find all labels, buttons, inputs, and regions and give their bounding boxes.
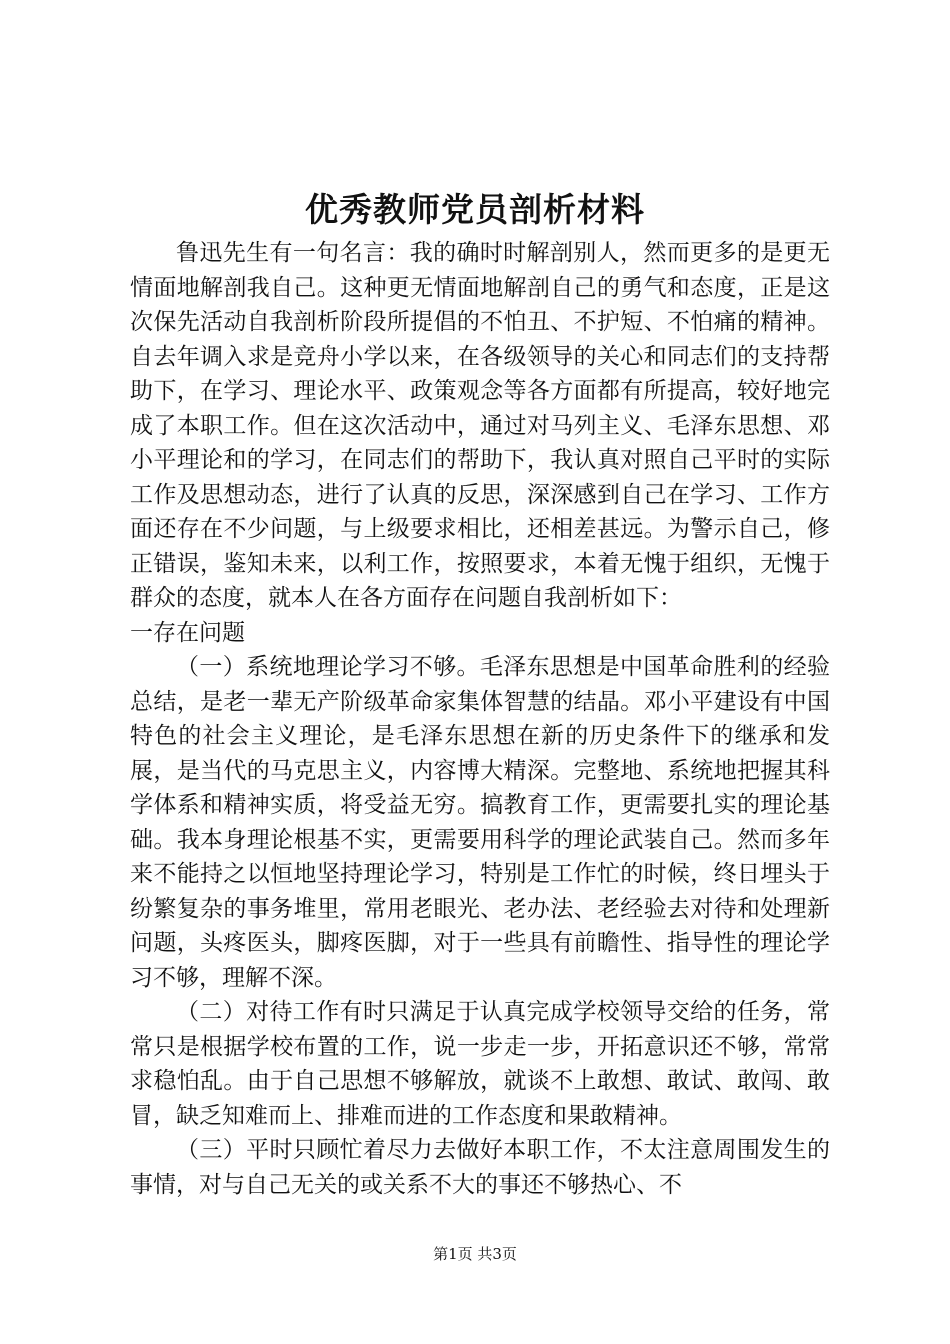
problem-paragraph-3: （三）平时只顾忙着尽力去做好本职工作，不太注意周围发生的事情，对与自己无关的或关系不大的事还不够热心、不 xyxy=(130,1137,830,1198)
problem-paragraph-1: （一）系统地理论学习不够。毛泽东思想是中国革命胜利的经验总结，是老一辈无产阶级革命家集体智慧的结晶。邓小平建设有中国特色的社会主义理论，是毛泽东思想在新的历史条件下的继承和发展，是当代的马克思主义，内容博大精深。完整地、系统地把握其科学体系和精神实质，将受益无穷。搞教育工作，更需要扎实的理论基础。我本身理论根基不实，更需要用科学的理论武装自己。然而多年来不能持之以恒地坚持理论学习，特别是工作忙的时候，终日埋头于纷繁复杂的事务堆里，常用老眼光、老办法、老经验去对待和处理新问题，头疼医头，脚疼医脚，对于一些具有前瞻性、指导性的理论学习不够，理解不深。 xyxy=(130,654,830,991)
problem-paragraph-2: （二）对待工作有时只满足于认真完成学校领导交给的任务，常常只是根据学校布置的工作，说一步走一步，开拓意识还不够，常常求稳怕乱。由于自己思想不够解放，就谈不上敢想、敢试、敢闯、敢冒，缺乏知难而上、排难而进的工作态度和果敢精神。 xyxy=(130,999,830,1129)
intro-paragraph: 鲁迅先生有一句名言：我的确时时解剖别人，然而更多的是更无情面地解剖我自己。这种更无情面地解剖自己的勇气和态度，正是这次保先活动自我剖析阶段所提倡的不怕丑、不护短、不怕痛的精神。自去年调入求是竞舟小学以来，在各级领导的关心和同志们的支持帮助下，在学习、理论水平、政策观念等各方面都有所提高，较好地完成了本职工作。但在这次活动中，通过对马列主义、毛泽东思想、邓小平理论和的学习，在同志们的帮助下，我认真对照自己平时的实际工作及思想动态，进行了认真的反思，深深感到自己在学习、工作方面还存在不少问题，与上级要求相比，还相差甚远。为警示自己，修正错误，鉴知未来，以利工作，按照要求，本着无愧于组织，无愧于群众的态度，就本人在各方面存在问题自我剖析如下： xyxy=(130,240,830,611)
page-footer: 第1页 共3页 xyxy=(433,1245,517,1263)
document-title: 优秀教师党员剖析材料 xyxy=(305,190,645,229)
document-body xyxy=(130,236,830,1202)
section-heading-problems: 一存在问题 xyxy=(130,619,245,646)
